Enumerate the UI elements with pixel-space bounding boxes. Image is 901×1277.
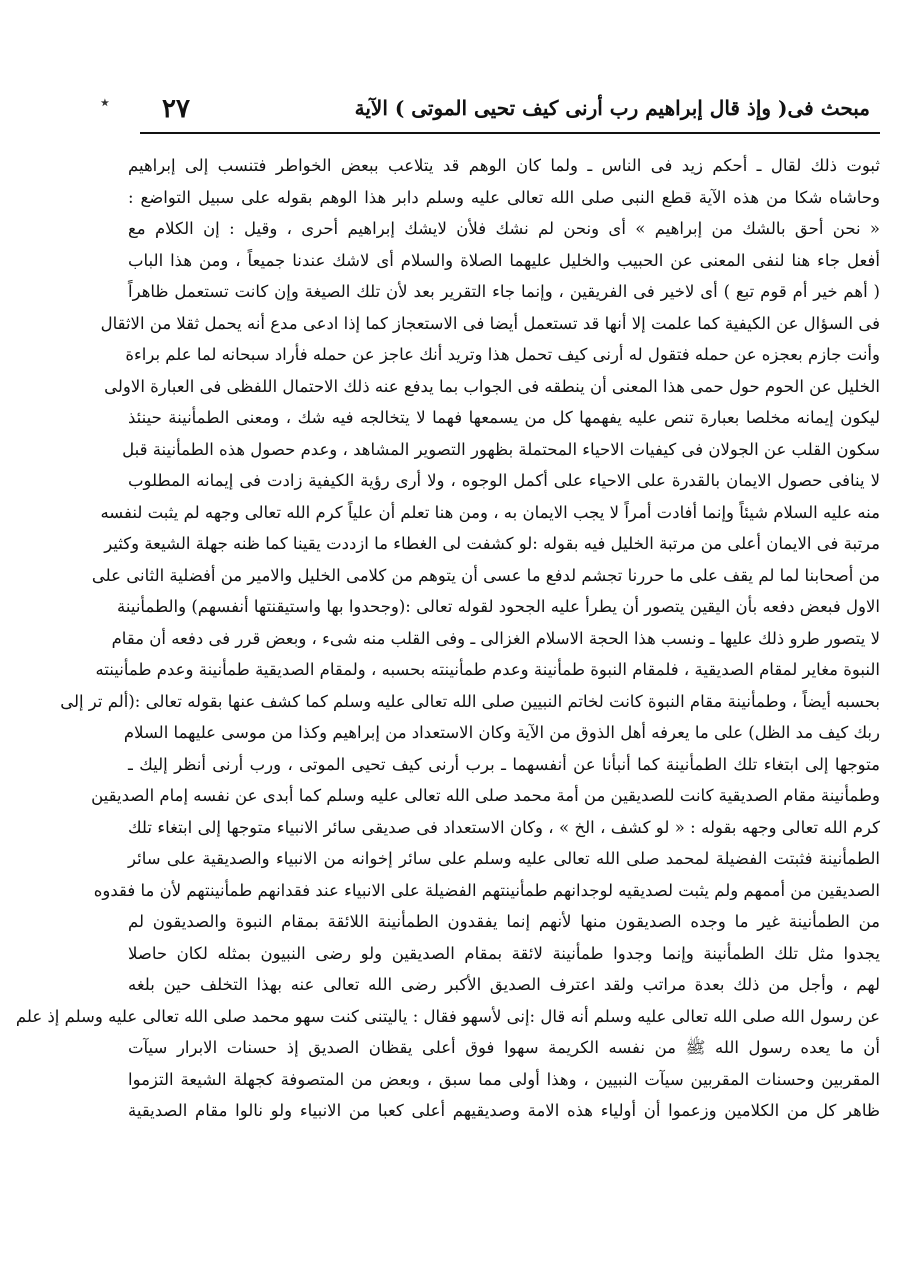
text-line: لهم ، وأجل من ذلك بعدة مراتب ولقد اعترف الصديق الأكبر رضى الله تعالى عنه بهذا التخلف حين بلغه <box>128 975 880 994</box>
text-line: لا ينافى حصول الايمان بالقدرة على الاحياء على أكمل الوجوه ، ولا أرى رؤية الكيفية زادت فى إيمانه المطلوب <box>128 471 880 490</box>
text-line: بحسبه أيضاً ، وطمأنينة مقام النبوة كانت لخاتم النبيين صلى الله تعالى عليه وسلم كما كشف عنها بقوله تعالى :(ألم تر إلى <box>60 691 880 711</box>
text-line: لا يتصور طرو ذلك عليها ـ ونسب هذا الحجة الاسلام الغزالى ـ وفى القلب منه شىء ، وبعض قرر فى دفعه أن مقام <box>111 628 880 648</box>
text-line: الخليل عن الحوم حول حمى هذا المعنى أن ينطقه فى الجواب بما يدفع عنه ذلك الاحتمال اللفظى فى العبارة الاولى <box>104 376 880 396</box>
text-line: من أصحابنا لما لم يقف على ما حررنا تجشم لدفع ما عسى أن يتوهم من كلامى الخليل والامير من أفضلية الثانى على <box>91 565 880 585</box>
text-line: الطمأنينة فثبتت الفضيلة لمحمد صلى الله تعالى عليه وسلم على سائر إخوانه من الانبياء والصديقية على سائر <box>128 849 880 868</box>
text-line: متوجها إلى ابتغاء تلك الطمأنينة كما أنبأنا عن أنفسهما ـ برب أرنى كيف تحيى الموتى ، ورب أرنى أنظر إليك ـ <box>128 754 880 774</box>
text-line: أن ما يعده رسول الله ﷺ من نفسه الكريمة سهوا فوق أعلى يقظان الصديق إذ حسنات الابرار سيآت <box>128 1038 880 1057</box>
text-line: وحاشاه شكا من هذه الآية قطع النبى صلى الله تعالى عليه وسلم دابر هذا الوهم بقوله على سبيل التواضع : <box>128 187 880 207</box>
text-line: من الطمأنينة غير ما وجده الصديقون منها لأنهم إنما يفقدون الطمأنينة اللائقة بمقام النبوة والصديقون لم <box>128 912 880 931</box>
text-line: فى السؤال عن الكيفية كما علمت إلا أنها قد تستعمل أيضا فى الاستعجاز كما إذا ادعى مدع أنه يحمل ثقلا من الاثقال <box>100 313 880 333</box>
text-line: ثبوت ذلك لقال ـ أحكم زيد فى الناس ـ ولما كان الوهم قد يتلاعب ببعض الخواطر فتنسب إلى إبراهيم <box>128 156 880 175</box>
text-line: الاول فبعض دفعه بأن اليقين يتصور أن يطرأ عليه الجحود لقوله تعالى :(وجحدوا بها واستيقنتها أنفسهم) والطمأنينة <box>117 597 880 616</box>
text-line: كرم الله تعالى وجهه بقوله : « لو كشف ، الخ » ، وكان الاستعداد فى صديقى سائر الانبياء متوجها إلى ابتغاء تلك <box>128 817 880 837</box>
body-text <box>15 150 880 1255</box>
text-line: الصديقين من أممهم ولم يثبت لصديقيه لوجدانهم طمأنينتهم الفضيلة على الانبياء عند فقدانهم طمأنينتهم لأن ما فقدوه <box>93 880 880 900</box>
text-line: ليكون إيمانه مخلصا بعبارة تنص عليه يفهمها كل من يسمعها فهما لا يتخالجه فيه شك ، ومعنى الطمأنينة حينئذ <box>128 408 880 427</box>
text-line: النبوة مغاير لمقام الصديقية ، فلمقام النبوة طمأنينة وعدم طمأنينته بحسبه ، ولمقام الصديقية طمأنينة وعدم طمأنينته <box>95 660 880 679</box>
text-line: يجدوا مثل تلك الطمأنينة وإنما وجدوا طمأنينة لائقة بمقام الصديقين ولو رضى النبيون بمثله لكان حاصلا <box>128 943 880 963</box>
running-title: مبحث فى( وإذ قال إبراهيم رب أرنى كيف تحيى الموتى ) الآية <box>354 96 870 120</box>
text-line: سكون القلب عن الجولان فى كيفيات الاحياء المحتملة بظهور التصوير المشاهد ، وعدم حصول هذه الطمأنينة قبل <box>122 439 880 459</box>
text-line: ربك كيف مد الظل) على ما يعرفه أهل الذوق من الآية وكان الاستعداد من إبراهيم وكذا من موسى عليهما السلام <box>123 723 880 742</box>
text-line: مرتبة فى الايمان أعلى من مرتبة الخليل فيه بقوله :لو كشفت لى الغطاء ما ازددت يقينا كما ظنه جهلة الشيعة وكثير <box>104 534 880 553</box>
text-line: ظاهر كل من الكلامين وزعموا أن أولياء هذه الامة وصديقيهم أعلى كعبا من الانبياء ولو نالوا مقام الصديقية <box>128 1101 880 1120</box>
text-line: ( أهم خير أم قوم تبع ) أى لاخير فى الفريقين ، وإنما جاء التقرير بعد لأن تلك الصيغة وإن كانت تستعمل ظاهراً <box>128 282 880 301</box>
corner-mark: ٭ <box>100 92 110 113</box>
text-line: أفعل جاء هنا لنفى المعنى عن الحبيب والخليل عليهما الصلاة والسلام أى لاشك عندنا جميعاً ، ومن هذا الباب <box>128 250 880 270</box>
text-line: وطمأنينة مقام الصديقية كانت للصديقين من أمة محمد صلى الله تعالى عليه وسلم كما أبدى عن نفسه إمام الصديقين <box>91 786 880 805</box>
page-number: ٢٧ <box>162 94 190 124</box>
text-line: المقربين وحسنات المقربين سيآت النبيين ، وهذا أولى مما سبق ، وبعض من المتصوفة كجهلة الشيعة التزموا <box>128 1069 880 1089</box>
text-line: « نحن أحق بالشك من إبراهيم » أى ونحن لم نشك فلأن لايشك إبراهيم أحرى ، وقيل : إن الكلام مع <box>128 219 880 238</box>
text-line: وأنت جازم بعجزه عن حمله فتقول له أرنى كيف تحمل هذا وتريد أنك عاجز عن حمله فأراد سبحانه لما علم براءة <box>125 345 880 364</box>
text-line: منه عليه السلام شيئاً وإنما أفادت أمراً لا يجب الايمان به ، ومن هنا تعلم أن علياً كرم الله تعالى وجهه لم يثبت لنفسه <box>100 502 880 522</box>
page-header <box>140 92 880 134</box>
text-line: عن رسول الله صلى الله تعالى عليه وسلم أنه قال :إنى لأسهو فقال : ياليتنى كنت سهو محمد صلى الله تعالى عليه وسلم إذ علم <box>15 1006 880 1026</box>
